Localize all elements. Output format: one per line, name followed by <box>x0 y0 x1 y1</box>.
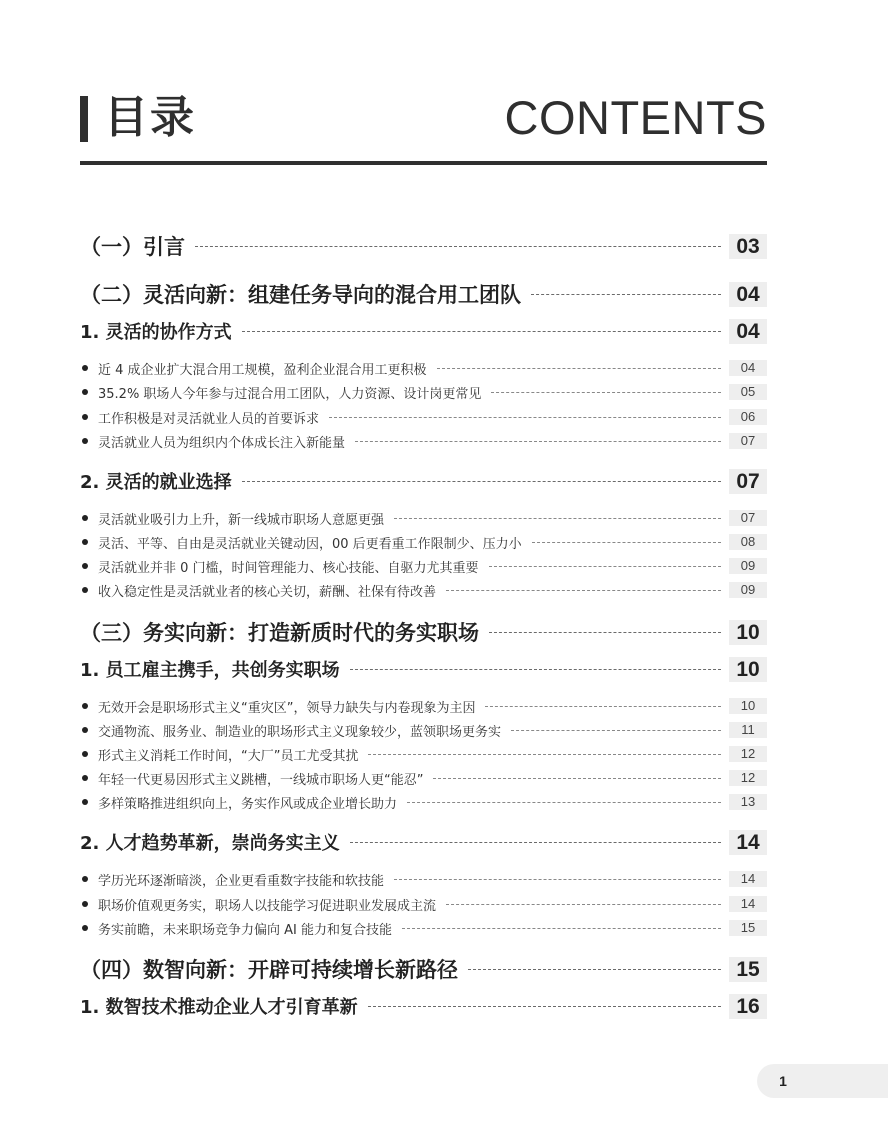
toc-section[interactable] <box>80 619 767 645</box>
toc-item[interactable] <box>80 359 767 377</box>
toc-page-number: 04 <box>729 282 767 307</box>
toc-entry-label: （一）引言 <box>80 235 185 259</box>
dotted-leader <box>368 1006 721 1007</box>
toc-page-number: 05 <box>729 384 767 400</box>
toc-entry-label: 2. 灵活的就业选择 <box>80 472 232 493</box>
page-title: 目录 <box>104 92 196 143</box>
dotted-leader <box>394 879 721 880</box>
toc-entry-label: 1. 员工雇主携手，共创务实职场 <box>80 660 340 681</box>
toc-page-number: 10 <box>729 620 767 645</box>
toc-page-number: 06 <box>729 409 767 425</box>
bullet-icon <box>82 727 88 733</box>
toc-entry-label: 灵活就业人员为组织内个体成长注入新能量 <box>98 435 346 451</box>
toc-entry-label: 灵活就业并非 0 门槛，时间管理能力、核心技能、自驱力尤其重要 <box>98 560 479 576</box>
dotted-leader <box>532 542 721 543</box>
bullet-icon <box>82 703 88 709</box>
dotted-leader <box>491 392 721 393</box>
toc-item[interactable] <box>80 721 767 739</box>
toc-item[interactable] <box>80 533 767 551</box>
toc-page-number: 12 <box>729 770 767 786</box>
toc-item[interactable] <box>80 870 767 888</box>
toc-page-number: 15 <box>729 920 767 936</box>
dotted-leader <box>531 294 721 295</box>
dotted-leader <box>368 754 721 755</box>
toc-entry-label: 务实前瞻，未来职场竞争力偏向 AI 能力和复合技能 <box>98 922 392 938</box>
header-divider <box>80 161 767 165</box>
bullet-icon <box>82 389 88 395</box>
dotted-leader <box>407 802 721 803</box>
toc-page-number: 10 <box>729 657 767 682</box>
dotted-leader <box>433 778 721 779</box>
dotted-leader <box>489 632 721 633</box>
title-accent-bar <box>80 96 88 142</box>
bullet-icon <box>82 365 88 371</box>
toc-subsection[interactable] <box>80 318 767 344</box>
toc-item[interactable] <box>80 557 767 575</box>
toc-section[interactable] <box>80 233 767 259</box>
page-title-english: CONTENTS <box>504 91 767 144</box>
toc-page-number: 09 <box>729 558 767 574</box>
toc-item[interactable] <box>80 697 767 715</box>
toc-subsection[interactable] <box>80 468 767 494</box>
dotted-leader <box>242 331 721 332</box>
toc-entry-label: （三）务实向新：打造新质时代的务实职场 <box>80 621 479 645</box>
toc-item[interactable] <box>80 509 767 527</box>
toc-entry-label: 近 4 成企业扩大混合用工规模，盈利企业混合用工更积极 <box>98 362 427 378</box>
dotted-leader <box>195 246 721 247</box>
dotted-leader <box>446 590 721 591</box>
toc-page-number: 14 <box>729 830 767 855</box>
dotted-leader <box>329 417 721 418</box>
bullet-icon <box>82 414 88 420</box>
toc-entry-label: 多样策略推进组织向上，务实作风或成企业增长助力 <box>98 796 398 812</box>
bullet-icon <box>82 587 88 593</box>
toc-entry-label: 学历光环逐渐暗淡，企业更看重数字技能和软技能 <box>98 873 385 889</box>
dotted-leader <box>446 904 721 905</box>
toc-page-number: 04 <box>729 360 767 376</box>
bullet-icon <box>82 515 88 521</box>
toc-entry-label: 年轻一代更易因形式主义跳槽，一线城市职场人更“能忍” <box>98 772 424 788</box>
toc-item[interactable] <box>80 581 767 599</box>
toc-entry-label: 1. 灵活的协作方式 <box>80 322 232 343</box>
toc-page-number: 08 <box>729 534 767 550</box>
dotted-leader <box>355 441 721 442</box>
bullet-icon <box>82 876 88 882</box>
bullet-icon <box>82 751 88 757</box>
toc-item[interactable] <box>80 745 767 763</box>
toc-page-number: 12 <box>729 746 767 762</box>
toc-section[interactable] <box>80 956 767 982</box>
toc-section[interactable] <box>80 281 767 307</box>
toc-entry-label: （四）数智向新：开辟可持续增长新路径 <box>80 958 458 982</box>
toc-page-number: 14 <box>729 871 767 887</box>
dotted-leader <box>402 928 721 929</box>
toc-page-number: 07 <box>729 510 767 526</box>
bullet-icon <box>82 799 88 805</box>
toc-page-number: 07 <box>729 469 767 494</box>
toc-page-number: 16 <box>729 994 767 1019</box>
toc-page-number: 09 <box>729 582 767 598</box>
page-number: 1 <box>779 1073 787 1089</box>
toc-page-number: 14 <box>729 896 767 912</box>
dotted-leader <box>468 969 721 970</box>
dotted-leader <box>394 518 721 519</box>
dotted-leader <box>242 481 721 482</box>
bullet-icon <box>82 563 88 569</box>
toc-page-number: 15 <box>729 957 767 982</box>
toc-page-number: 04 <box>729 319 767 344</box>
toc-item[interactable] <box>80 408 767 426</box>
toc-entry-label: 灵活就业吸引力上升，新一线城市职场人意愿更强 <box>98 512 385 528</box>
toc-entry-label: 2. 人才趋势革新，崇尚务实主义 <box>80 833 340 854</box>
toc-item[interactable] <box>80 769 767 787</box>
toc-entry-label: 无效开会是职场形式主义“重灾区”，领导力缺失与内卷现象为主因 <box>98 700 476 716</box>
toc-entry-label: 灵活、平等、自由是灵活就业关键动因，00 后更看重工作限制少、压力小 <box>98 536 522 552</box>
toc-page-number: 11 <box>729 722 767 738</box>
toc-page-number: 10 <box>729 698 767 714</box>
dotted-leader <box>350 842 721 843</box>
toc-page-number: 13 <box>729 794 767 810</box>
page-number-tab <box>757 1064 888 1098</box>
toc-page-number: 03 <box>729 234 767 259</box>
toc-header <box>80 90 767 165</box>
dotted-leader <box>489 566 721 567</box>
toc-entry-label: 交通物流、服务业、制造业的职场形式主义现象较少，蓝领职场更务实 <box>98 724 502 740</box>
toc-item[interactable] <box>80 383 767 401</box>
bullet-icon <box>82 539 88 545</box>
toc-entry-label: （二）灵活向新：组建任务导向的混合用工团队 <box>80 283 521 307</box>
toc-entry-label: 收入稳定性是灵活就业者的核心关切，薪酬、社保有待改善 <box>98 584 437 600</box>
toc-entry-label: 1. 数智技术推动企业人才引育革新 <box>80 997 358 1018</box>
toc-entry-label: 35.2% 职场人今年参与过混合用工团队，人力资源、设计岗更常见 <box>98 386 482 402</box>
dotted-leader <box>350 669 721 670</box>
bullet-icon <box>82 775 88 781</box>
toc-item[interactable] <box>80 895 767 913</box>
bullet-icon <box>82 901 88 907</box>
dotted-leader <box>437 368 721 369</box>
toc-item[interactable] <box>80 432 767 450</box>
dotted-leader <box>511 730 721 731</box>
bullet-icon <box>82 925 88 931</box>
toc-subsection[interactable] <box>80 993 767 1019</box>
toc-subsection[interactable] <box>80 656 767 682</box>
toc-page-number: 07 <box>729 433 767 449</box>
toc-entry-label: 工作积极是对灵活就业人员的首要诉求 <box>98 411 320 427</box>
dotted-leader <box>485 706 721 707</box>
bullet-icon <box>82 438 88 444</box>
toc-item[interactable] <box>80 793 767 811</box>
toc-entry-label: 职场价值观更务实，职场人以技能学习促进职业发展成主流 <box>98 898 437 914</box>
toc-subsection[interactable] <box>80 829 767 855</box>
toc-entry-label: 形式主义消耗工作时间，“大厂”员工尤受其扰 <box>98 748 359 764</box>
toc-item[interactable] <box>80 919 767 937</box>
